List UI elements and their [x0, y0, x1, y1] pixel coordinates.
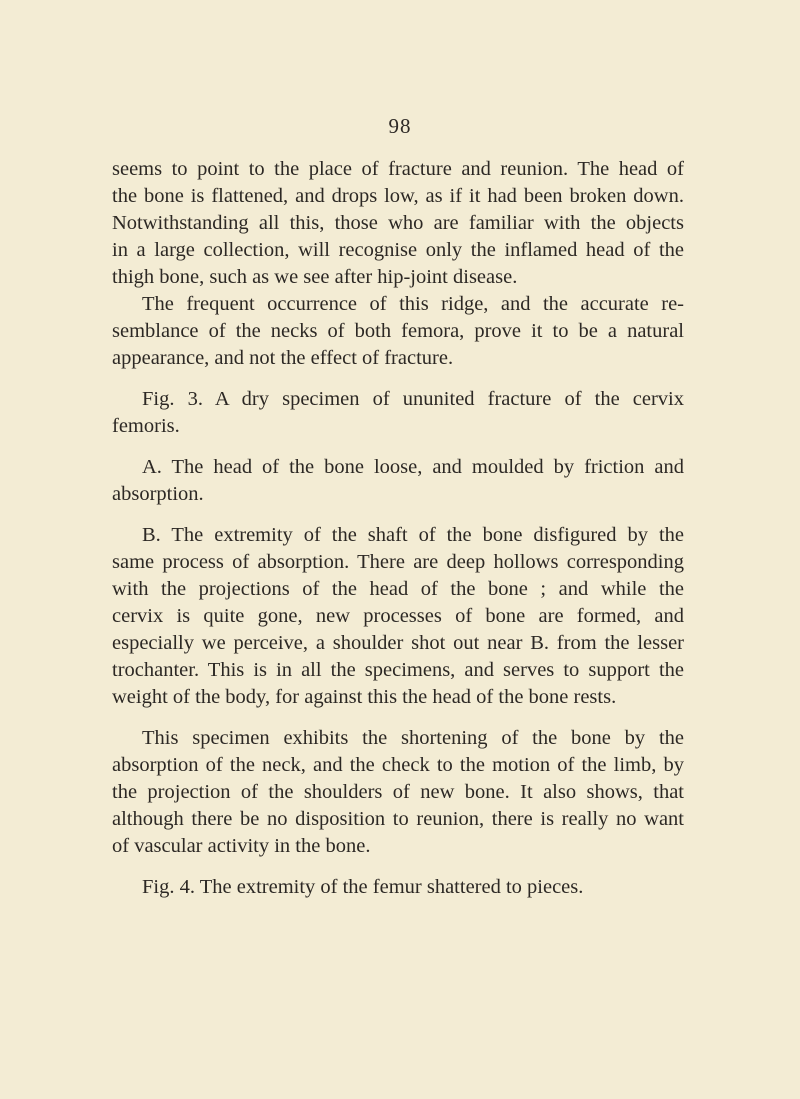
text-line: The frequent occurrence of this ridge, and the accurate re- — [142, 293, 684, 315]
text-line: although there be no disposition to reunion, there is really no want — [112, 808, 684, 830]
text-line: absorption. — [112, 483, 204, 505]
body-text — [112, 156, 684, 901]
text-line: semblance of the necks of both femora, prove it to be a natural — [112, 320, 684, 342]
text-line: absorption of the neck, and the check to the motion of the limb, by — [112, 754, 684, 776]
text-line: Fig. 4. The extremity of the femur shattered to pieces. — [142, 876, 584, 898]
text-line: of vascular activity in the bone. — [112, 835, 371, 857]
page-number: 98 — [388, 114, 412, 138]
text-line: femoris. — [112, 415, 180, 437]
paragraph-gap — [112, 860, 684, 874]
text-line: B. The extremity of the shaft of the bone disfigured by the — [142, 524, 684, 546]
text-line: Fig. 3. A dry specimen of ununited fracture of the cervix — [142, 388, 684, 410]
paragraph-gap — [112, 508, 684, 522]
paragraph-continuation — [112, 156, 684, 291]
paragraph-gap — [112, 440, 684, 454]
paragraph-a — [112, 454, 684, 508]
text-line: with the projections of the head of the bone ; and while the — [112, 578, 684, 600]
text-line: trochanter. This is in all the specimens, and serves to support the — [112, 659, 684, 681]
paragraph-fig4 — [112, 874, 684, 901]
text-line: the bone is flattened, and drops low, as if it had been broken down. — [112, 185, 684, 207]
paragraph-gap — [112, 711, 684, 725]
text-line: thigh bone, such as we see after hip-joint disease. — [112, 266, 518, 288]
text-line: especially we perceive, a shoulder shot out near B. from the lesser — [112, 632, 684, 654]
text-line: cervix is quite gone, new processes of bone are formed, and — [112, 605, 684, 627]
paragraph-fig3 — [112, 386, 684, 440]
paragraph-b — [112, 522, 684, 711]
text-line: weight of the body, for against this the head of the bone rests. — [112, 686, 617, 708]
text-line: This specimen exhibits the shortening of the bone by the — [142, 727, 684, 749]
text-line: the projection of the shoulders of new bone. It also shows, that — [112, 781, 684, 803]
text-line: Notwithstanding all this, those who are familiar with the objects — [112, 212, 684, 234]
text-line: A. The head of the bone loose, and moulded by friction and — [142, 456, 684, 478]
text-line: appearance, and not the effect of fracture. — [112, 347, 454, 369]
text-line: in a large collection, will recognise only the inflamed head of the — [112, 239, 684, 261]
text-line: seems to point to the place of fracture and reunion. The head of — [112, 158, 684, 180]
text-line: same process of absorption. There are deep hollows corresponding — [112, 551, 684, 573]
paragraph-ridge — [112, 291, 684, 372]
paragraph-specimen — [112, 725, 684, 860]
paragraph-gap — [112, 372, 684, 386]
